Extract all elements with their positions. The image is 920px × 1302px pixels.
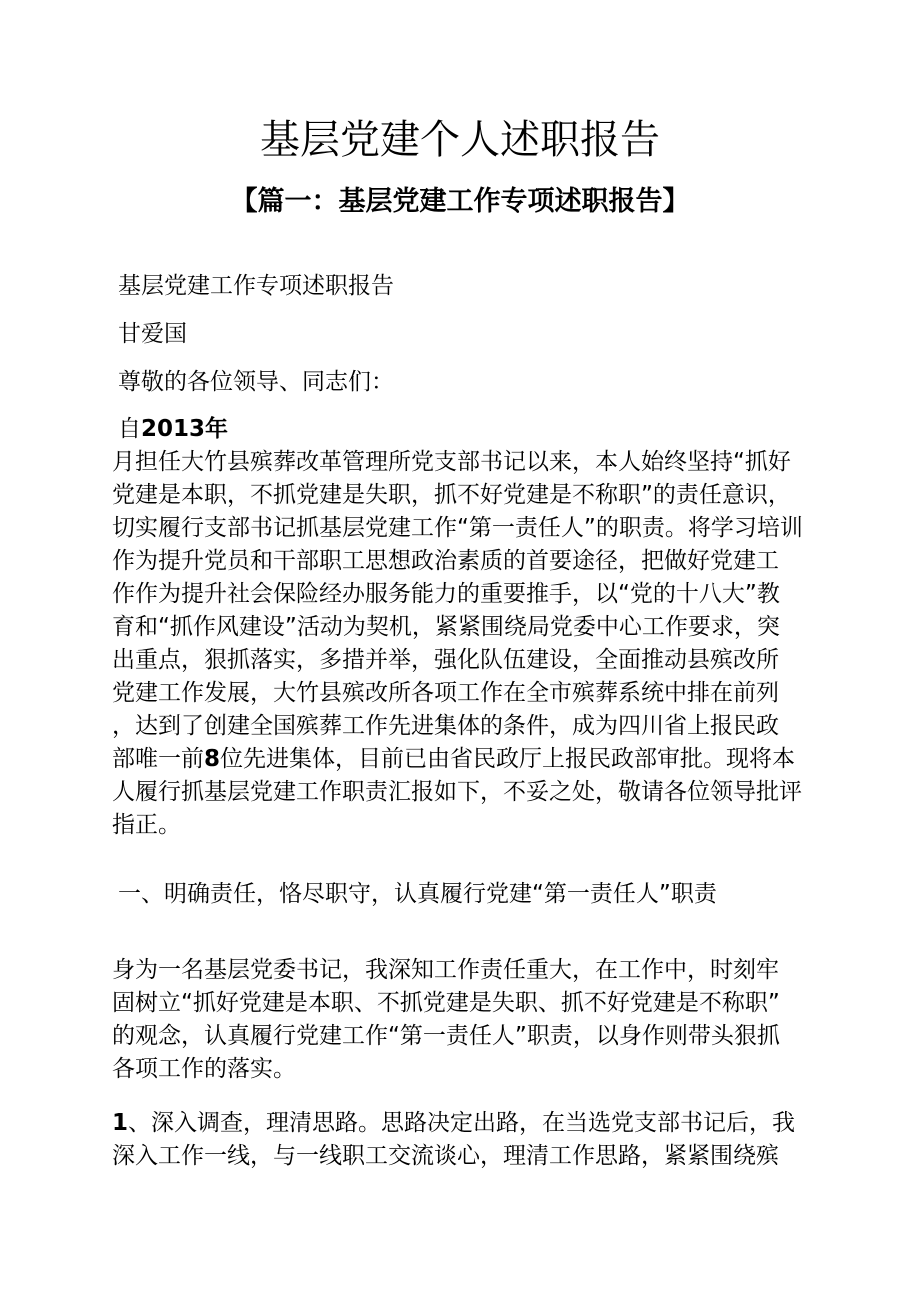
- document-subtitle: 【篇一：基层党建工作专项述职报告】: [230, 186, 690, 217]
- paragraph-1-line: 月担任大竹县殡葬改革管理所党支部书记以来，本人始终坚持“抓好: [112, 449, 791, 475]
- point-1: [112, 1107, 812, 1173]
- paragraph-1-line: 出重点，狠抓落实，多措并举，强化队伍建设，全面推动县殡改所: [112, 647, 779, 673]
- p1-line10-num: 8: [204, 746, 221, 772]
- document-title: 基层党建个人述职报告: [260, 117, 660, 163]
- paragraph-2-line: 各项工作的落实。: [112, 1056, 296, 1082]
- paragraph-1-line: 作为提升党员和干部职工思想政治素质的首要途径，把做好党建工: [112, 548, 779, 574]
- point-1-number: 1: [112, 1110, 129, 1136]
- paragraph-2-line: 固树立“抓好党建是本职、不抓党建是失职、抓不好党建是不称职”: [112, 990, 780, 1016]
- paragraph-1-line: ，达到了创建全国殡葬工作先进集体的条件，成为四川省上报民政: [112, 713, 779, 739]
- paragraph-2: [112, 954, 812, 1086]
- paragraph-1-line: [112, 743, 812, 776]
- point-1-line: [112, 1107, 812, 1140]
- paragraph-1-line: 切实履行支部书记抓基层党建工作“第一责任人”的职责。将学习培训: [112, 515, 803, 541]
- p1-line10-b: 位先进集体，目前已由省民政厅上报民政部审批。现将本: [220, 746, 796, 772]
- p1-line10-a: 部唯一前: [112, 746, 204, 772]
- paragraph-1-line: 育和“抓作风建设”活动为契机，紧紧围绕局党委中心工作要求，突: [112, 614, 780, 640]
- paragraph-1-line: 人履行抓基层党建工作职责汇报如下，不妥之处，敬请各位领导批评: [112, 779, 802, 805]
- paragraph-1-line: 党建工作发展，大竹县殡改所各项工作在全市殡葬系统中排在前列: [112, 680, 779, 706]
- paragraph-1: [112, 446, 812, 842]
- paragraph-1-line: 党建是本职，不抓党建是失职，抓不好党建是不称职”的责任意识，: [112, 482, 791, 508]
- report-heading: 基层党建工作专项述职报告: [118, 273, 394, 299]
- section-1-heading: 一、明确责任，恪尽职守，认真履行党建“第一责任人”职责: [118, 881, 717, 907]
- intro-year: 2013年: [141, 416, 229, 442]
- paragraph-2-line: 的观念，认真履行党建工作“第一责任人”职责，以身作则带头狠抓: [112, 1023, 780, 1049]
- paragraph-2-line: 身为一名基层党委书记，我深知工作责任重大，在工作中，时刻牢: [112, 957, 779, 983]
- author-name: 甘爱国: [118, 321, 187, 347]
- paragraph-1-line: 指正。: [112, 812, 181, 838]
- intro-prefix: 自: [118, 416, 141, 442]
- paragraph-1-line: 作作为提升社会保险经办服务能力的重要推手，以“党的十八大”教: [112, 581, 780, 607]
- intro-line: [118, 413, 228, 445]
- point-1-text: 、深入调查，理清思路。思路决定出路，在当选党支部书记后，我: [128, 1110, 796, 1136]
- salutation: 尊敬的各位领导、同志们：: [118, 369, 394, 395]
- point-1-line: 深入工作一线，与一线职工交流谈心，理清工作思路，紧紧围绕殡: [112, 1143, 779, 1169]
